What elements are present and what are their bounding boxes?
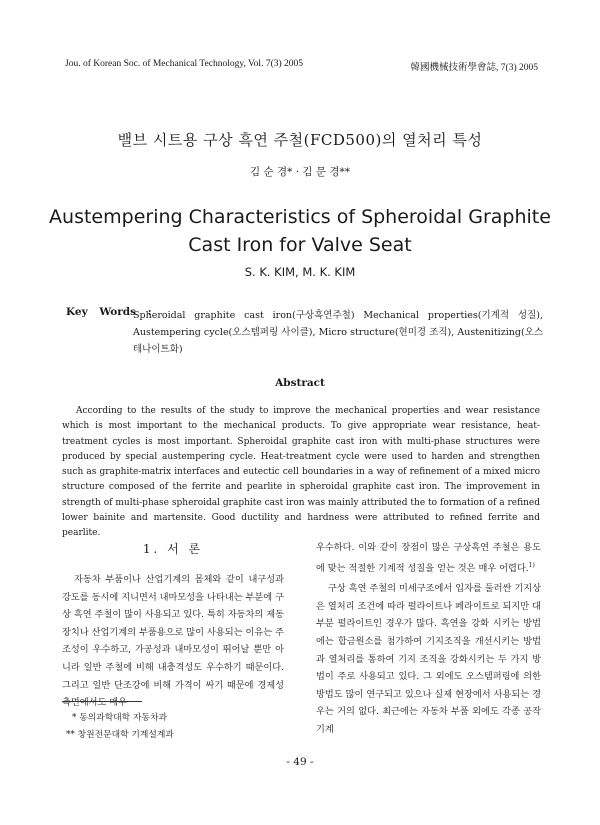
authors-english: S. K. KIM, M. K. KIM [244, 265, 356, 279]
paper-title-english [0, 203, 600, 259]
intro-right-paragraph-2: 구상 흑연 주철의 미세구조에서 입자를 둘러싼 기지상은 열처리 조건에 따라 펄라이트나 페라이트로 되지만 대부분 펄라이트인 경우가 많다. 흑연을 강화 시키는 방법에는 합금원소를 첨가하여 기지조직을 개선시키는 방법과 열처리를 통하여 기지 조직을 강화시키는 두 가지 방법이 주로 사용되고 있다. 그 외에도 오스템퍼링에 의한 방법도 많이 연구되고 있으나 실제 현장에서 사용되는 경우는 거의 없다. 최근에는 자동차 부품 외에도 각종 공작기계 [316, 583, 541, 735]
footnote-affiliation-2: ** 창원전문대학 기계설계과 [66, 730, 174, 740]
footnote-divider [62, 701, 142, 702]
section-heading-introduction: 1. 서 론 [142, 542, 204, 556]
intro-right-column [316, 539, 541, 739]
intro-right-paragraph-1 [316, 539, 541, 577]
paper-title-korean: 밸브 시트용 구상 흑연 주철(FCD500)의 열처리 특성 [117, 131, 483, 149]
reference-marker: 1) [528, 561, 535, 569]
authors-korean: 김 순 경* · 김 문 경** [250, 166, 350, 178]
journal-header-english: Jou. of Korean Soc. of Mechanical Technology, Vol. 7(3) 2005 [65, 59, 304, 69]
title-line-1: Austempering Characteristics of Spheroidal Graphite [49, 206, 551, 228]
abstract-heading: Abstract [275, 377, 325, 389]
abstract-body: According to the results of the study to improve the mechanical properties and wear resistance which is most important to the mechanical products. To give appropriate wear resistance, heat-treatment cycles is most important. Spheroidal graphite cast iron with multi-phase structures were produced by special austempering cycle. Heat-treatment cycle were used to harden and strengthen such as graphite-matrix interfaces and eutectic cell boundaries in a way of refinement of a mixed micro structure composed of the ferrite and pearlite in spheroidal graphite cast iron. The improvement in strength of multi-phase spheroidal graphite cast iron was mainly attributed the to formation of a refined lower bainite and martensite. Good ductility and hardness were attributed to refined ferrite and pearlite. [62, 406, 540, 539]
paragraph-text: 우수하다. 이와 같이 장점이 많은 구상흑연 주철은 용도에 맞는 적절한 기계적 성질을 얻는 것은 매우 어렵다. [316, 542, 541, 574]
intro-left-column: 자동차 부품이나 산업기계의 몸체와 같이 내구성과 강도를 동시에 지니면서 내마모성을 나타내는 부분에 구상 흑연 주철이 많이 사용되고 있다. 특히 자동차의 제동장치나 산업기계의 부품용으로 많이 사용되는 이유는 주조성이 우수하고, 가공성과 내마모성이 뛰어날 뿐만 아니라 일반 주철에 비해 내충격성도 우수하기 때문이다. 그리고 일반 단조강에 비해 가격이 싸기 때문에 경제성 측면에서도 매우 [62, 574, 284, 709]
journal-header-korean: 韓國機械技術學會誌, 7(3) 2005 [410, 63, 538, 73]
keywords-label: Key Words : [66, 306, 152, 318]
page-number: - 49 - [286, 756, 314, 768]
footnote-affiliation-1: * 동의과학대학 자동차과 [72, 713, 167, 723]
keywords-text: Spheroidal graphite cast iron(구상흑연주철) Mechanical properties(기계적 성질), Austempering cycle(오스템퍼링 사이클), Micro structure(현미경 조직), Austenitizing(오스테나이트화) [133, 310, 543, 355]
title-line-2: Cast Iron for Valve Seat [188, 234, 412, 256]
